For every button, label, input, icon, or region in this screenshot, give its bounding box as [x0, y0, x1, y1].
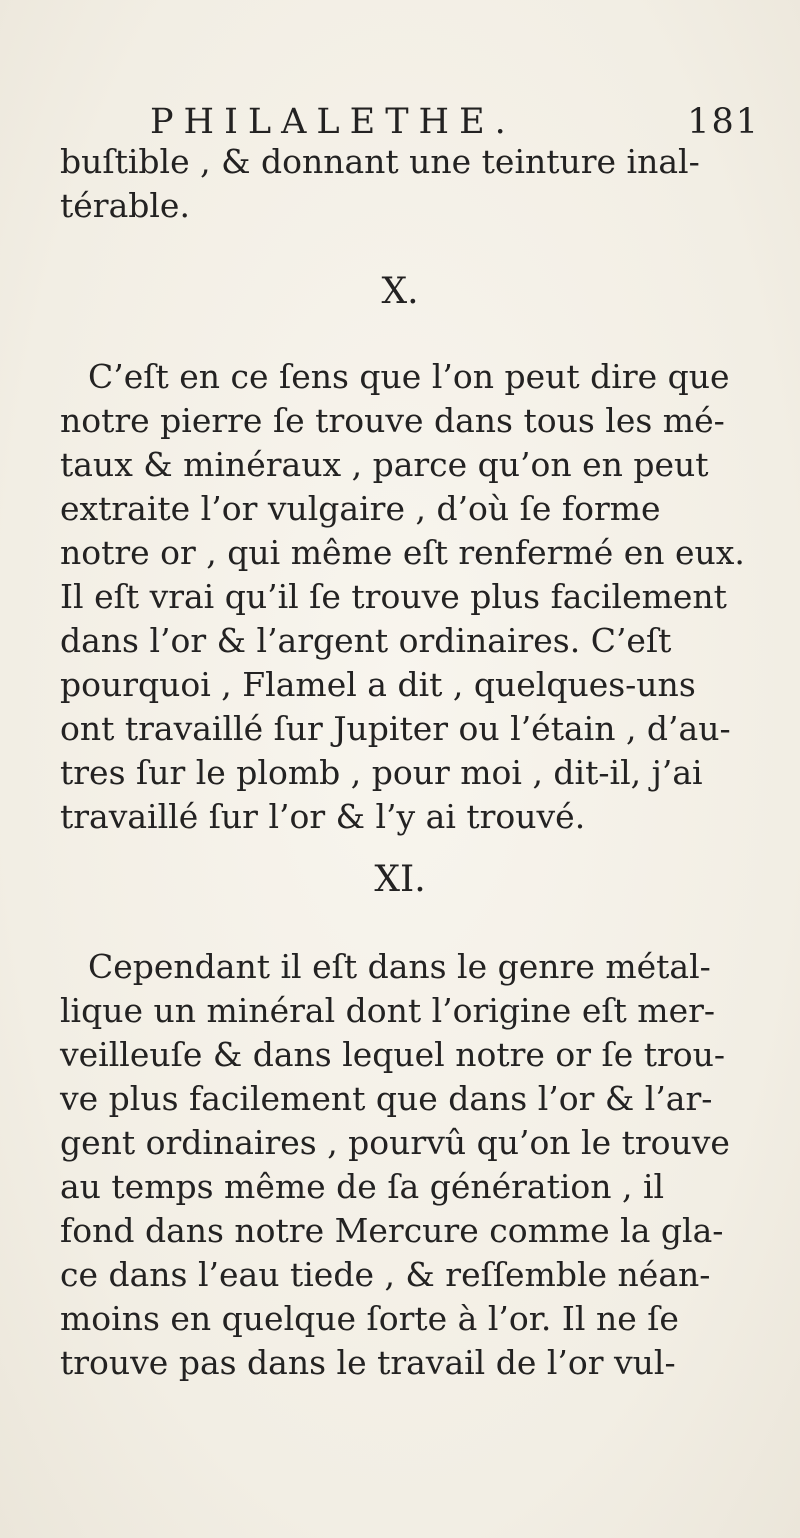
text-line: fond dans notre Mercure comme la gla- — [60, 1211, 724, 1250]
text-line: moins en quelque ſorte à l’or. Il ne ſe — [60, 1299, 679, 1338]
text-line: lique un minéral dont l’origine eſt mer- — [60, 991, 716, 1030]
text-line: extraite l’or vulgaire , d’où ſe forme — [60, 489, 661, 528]
section-heading-x: X. — [381, 271, 419, 312]
text-line: ont travaillé ſur Jupiter ou l’étain , d’au- — [60, 709, 731, 748]
text-line: Cependant il eſt dans le genre métal- — [88, 947, 711, 986]
text-line: tres ſur le plomb , pour moi , dit-il, j’ai — [60, 753, 703, 792]
text-line: notre pierre ſe trouve dans tous les mé- — [60, 401, 725, 440]
section-heading-xi: XI. — [374, 859, 426, 900]
text-line: ce dans l’eau tiede , & reſſemble néan- — [60, 1255, 711, 1294]
text-line: notre or , qui même eſt renfermé en eux. — [60, 533, 745, 572]
text-line: trouve pas dans le travail de l’or vul- — [60, 1343, 676, 1382]
text-line: dans l’or & l’argent ordinaires. C’eſt — [60, 621, 672, 660]
text-line: taux & minéraux , parce qu’on en peut — [60, 445, 709, 484]
text-line: travaillé ſur l’or & l’y ai trouvé. — [60, 797, 586, 836]
text-line: au temps même de ſa génération , il — [60, 1167, 665, 1206]
page-number: 181 — [687, 102, 760, 142]
text-line: C’eſt en ce ſens que l’on peut dire que — [88, 357, 730, 396]
page-header — [150, 100, 760, 144]
text-line: Il eſt vrai qu’il ſe trouve plus facilement — [60, 577, 727, 616]
text-line: pourquoi , Flamel a dit , quelques-uns — [60, 665, 696, 704]
text-line: gent ordinaires , pourvû qu’on le trouve — [60, 1123, 730, 1162]
running-title: PHILALETHE. — [150, 102, 516, 142]
text-line: buſtible , & donnant une teinture inal- — [60, 142, 700, 181]
text-line: térable. — [60, 186, 190, 225]
text-line: ve plus facilement que dans l’or & l’ar- — [60, 1079, 713, 1118]
text-line: veilleuſe & dans lequel notre or ſe trou- — [60, 1035, 726, 1074]
